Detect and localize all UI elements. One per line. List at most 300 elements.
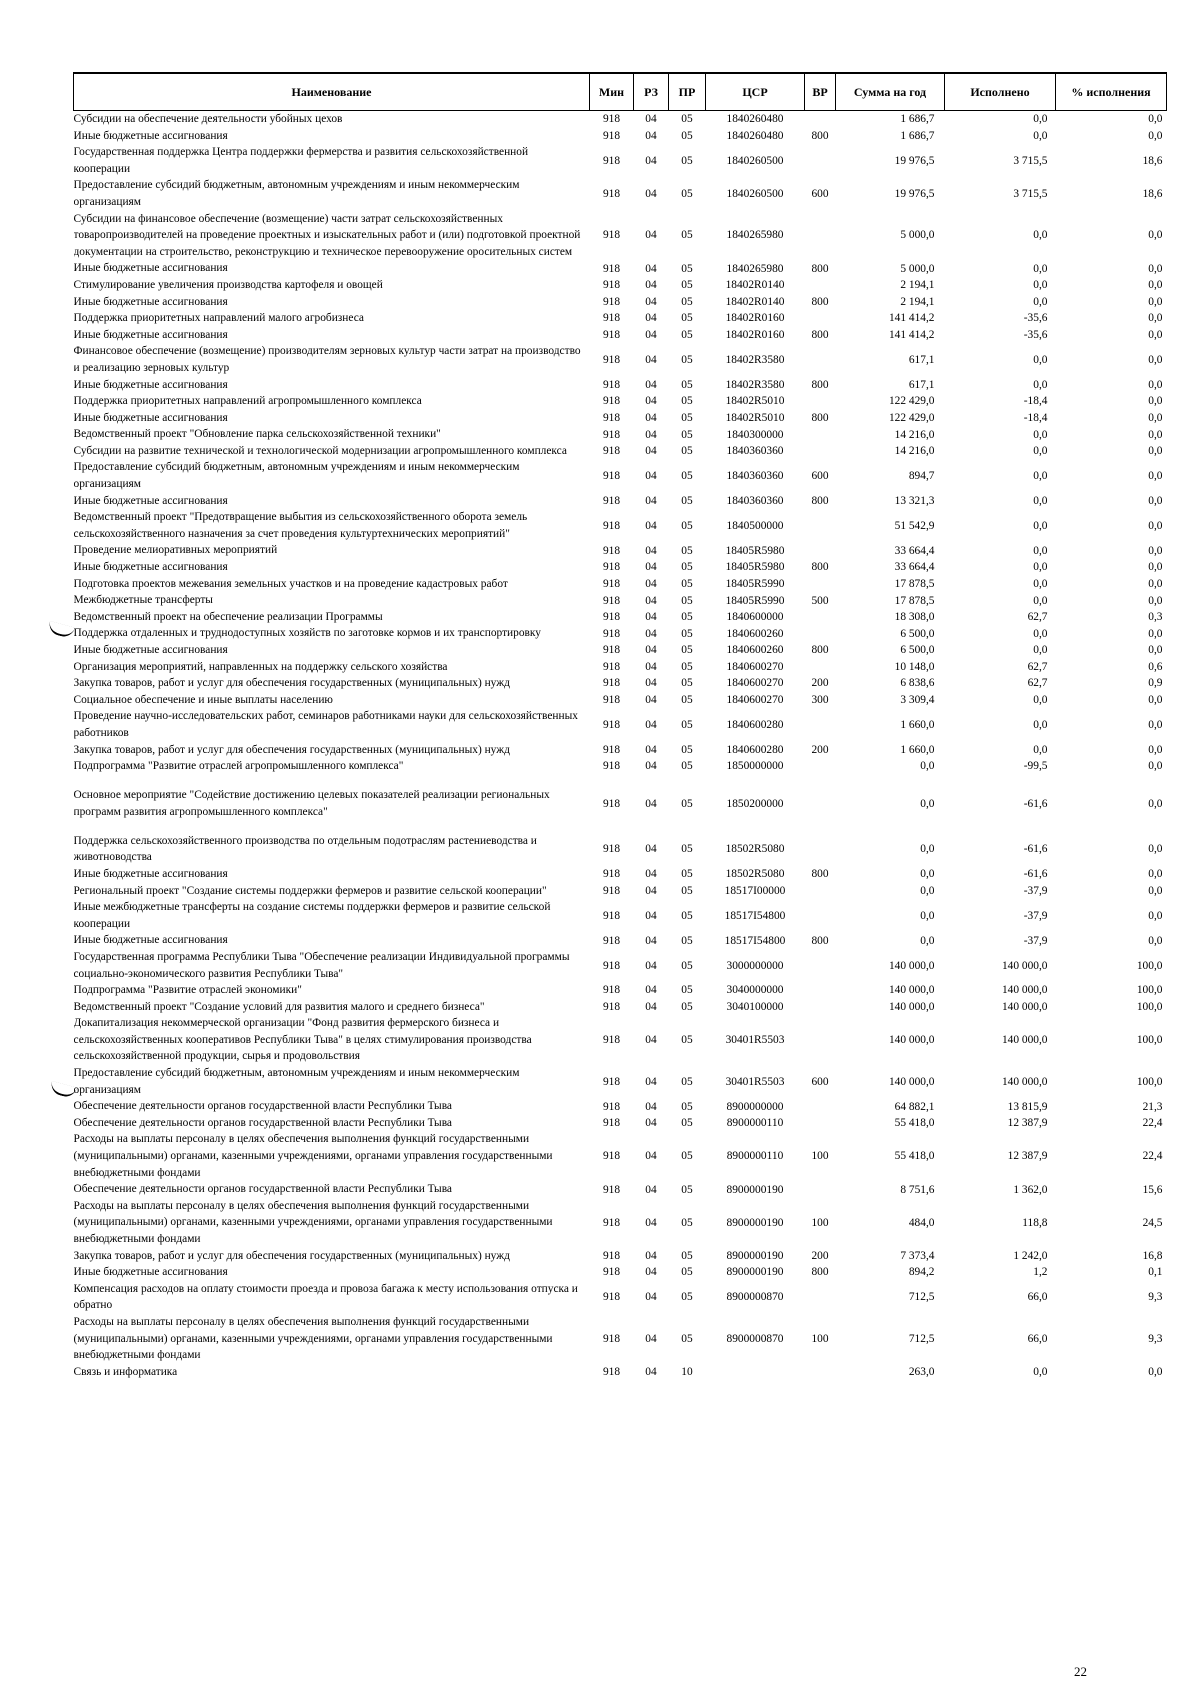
row-min: 918 xyxy=(602,677,621,690)
row-percent: 0,0 xyxy=(1148,743,1163,756)
row-executed: 0,0 xyxy=(1033,378,1048,391)
row-vr xyxy=(805,509,836,542)
row-executed: -37,9 xyxy=(1023,909,1048,922)
row-percent: 0,0 xyxy=(1148,934,1163,947)
row-percent: 0,0 xyxy=(1148,312,1163,325)
row-rz: 04 xyxy=(645,1117,657,1130)
row-name: Расходы на выплаты персоналу в целях обеспечения выполнения функций государственными (муниципальными) органами, казенными учреждениями, органами управления государственными внебюджетными фондами xyxy=(73,1133,553,1179)
row-percent: 0,6 xyxy=(1148,660,1163,673)
row-min: 918 xyxy=(602,718,621,731)
row-name: Подпрограмма "Развитие отраслей агропромышленного комплекса" xyxy=(73,760,404,773)
row-min: 918 xyxy=(602,378,621,391)
row-min: 918 xyxy=(602,445,621,458)
row-min: 918 xyxy=(602,1183,621,1196)
row-vr: 800 xyxy=(811,644,829,657)
row-rz: 04 xyxy=(645,843,657,856)
row-executed: -35,6 xyxy=(1023,312,1048,325)
row-min: 918 xyxy=(602,1075,621,1088)
table-row xyxy=(74,675,1167,692)
row-vr: 800 xyxy=(811,494,829,507)
table-row xyxy=(74,1181,1167,1198)
row-min: 918 xyxy=(602,934,621,947)
row-sum: 14 216,0 xyxy=(894,428,935,441)
row-percent: 0,0 xyxy=(1148,544,1163,557)
table-row xyxy=(74,1015,1167,1065)
row-min: 918 xyxy=(602,353,621,366)
row-executed: -61,6 xyxy=(1023,843,1048,856)
row-csr: 1840600000 xyxy=(726,611,784,624)
row-csr xyxy=(706,1364,805,1381)
row-percent: 0,0 xyxy=(1148,262,1163,275)
row-min: 918 xyxy=(602,544,621,557)
row-executed: 0,0 xyxy=(1033,594,1048,607)
table-row xyxy=(74,1364,1167,1381)
table-row xyxy=(74,1065,1167,1098)
row-rz: 04 xyxy=(645,594,657,607)
table-row xyxy=(74,1281,1167,1314)
row-sum: 19 976,5 xyxy=(894,154,935,167)
row-executed: 0,0 xyxy=(1033,519,1048,532)
scan-mark xyxy=(47,621,75,639)
row-min: 918 xyxy=(602,627,621,640)
row-executed: -61,6 xyxy=(1023,868,1048,881)
row-min: 918 xyxy=(602,843,621,856)
row-csr: 1840360360 xyxy=(726,494,784,507)
row-executed: 140 000,0 xyxy=(1001,959,1048,972)
row-csr: 18517I00000 xyxy=(724,884,786,897)
row-sum: 140 000,0 xyxy=(888,1000,935,1013)
row-sum: 712,5 xyxy=(908,1291,935,1304)
row-sum: 894,7 xyxy=(908,470,935,483)
row-percent: 0,9 xyxy=(1148,677,1163,690)
row-name: Обеспечение деятельности органов государственной власти Республики Тыва xyxy=(73,1183,452,1196)
row-rz: 04 xyxy=(645,1000,657,1013)
row-vr: 800 xyxy=(811,868,829,881)
row-pr: 05 xyxy=(681,187,693,200)
row-min: 918 xyxy=(602,984,621,997)
row-vr xyxy=(805,393,836,410)
row-min: 918 xyxy=(602,760,621,773)
row-name: Закупка товаров, работ и услуг для обеспечения государственных (муниципальных) нужд xyxy=(73,1249,510,1262)
row-name: Поддержка отдаленных и труднодоступных хозяйств по заготовке кормов и их транспортировку xyxy=(73,627,541,640)
header-row xyxy=(74,73,1167,111)
table-row xyxy=(74,866,1167,883)
table-row xyxy=(74,1264,1167,1281)
row-executed: 0,0 xyxy=(1033,295,1048,308)
row-vr: 500 xyxy=(811,594,829,607)
row-sum: 1 686,7 xyxy=(900,129,935,142)
row-sum: 1 660,0 xyxy=(900,718,935,731)
row-rz: 04 xyxy=(645,644,657,657)
row-vr xyxy=(805,443,836,460)
row-min: 918 xyxy=(602,644,621,657)
row-rz: 04 xyxy=(645,718,657,731)
row-vr xyxy=(805,999,836,1016)
row-percent: 22,4 xyxy=(1142,1117,1163,1130)
row-vr xyxy=(805,775,836,833)
row-name: Проведение научно-исследовательских работ, семинаров работниками науки для сельскохозяйственных работников xyxy=(73,710,578,739)
row-sum: 0,0 xyxy=(920,909,935,922)
row-executed: 0,0 xyxy=(1033,279,1048,292)
row-csr: 8900000000 xyxy=(726,1100,784,1113)
row-percent: 100,0 xyxy=(1136,1075,1163,1088)
table-row xyxy=(74,758,1167,775)
row-vr xyxy=(805,1098,836,1115)
row-sum: 1 686,7 xyxy=(900,113,935,126)
row-min: 918 xyxy=(602,1332,621,1345)
row-sum: 6 500,0 xyxy=(900,627,935,640)
row-name: Субсидии на обеспечение деятельности убойных цехов xyxy=(73,113,343,125)
row-vr: 800 xyxy=(811,329,829,342)
row-csr: 1840500000 xyxy=(726,519,784,532)
row-pr: 05 xyxy=(681,470,693,483)
row-percent: 0,0 xyxy=(1148,1366,1163,1379)
row-csr: 18502R5080 xyxy=(725,843,785,856)
row-csr: 8900000110 xyxy=(726,1117,784,1130)
row-sum: 1 660,0 xyxy=(900,743,935,756)
row-pr: 05 xyxy=(681,1034,693,1047)
row-vr: 800 xyxy=(811,411,829,424)
row-csr: 1840265980 xyxy=(726,262,784,275)
row-pr: 05 xyxy=(681,494,693,507)
row-pr: 05 xyxy=(681,113,693,126)
table-row xyxy=(74,327,1167,344)
row-executed: 140 000,0 xyxy=(1001,984,1048,997)
row-percent: 0,0 xyxy=(1148,909,1163,922)
table-row xyxy=(74,493,1167,510)
row-name: Иные бюджетные ассигнования xyxy=(73,934,228,947)
row-sum: 33 664,4 xyxy=(894,544,935,557)
row-min: 918 xyxy=(602,519,621,532)
row-vr: 100 xyxy=(811,1150,829,1163)
row-percent: 21,3 xyxy=(1142,1100,1163,1113)
row-sum: 141 414,2 xyxy=(888,329,935,342)
row-pr: 05 xyxy=(681,395,693,408)
row-percent: 24,5 xyxy=(1142,1216,1163,1229)
table-row xyxy=(74,999,1167,1016)
table-row xyxy=(74,144,1167,177)
row-vr xyxy=(805,277,836,294)
row-rz: 04 xyxy=(645,1183,657,1196)
row-rz: 04 xyxy=(645,660,657,673)
row-rz: 04 xyxy=(645,187,657,200)
row-vr: 800 xyxy=(811,129,829,142)
row-csr: 1850000000 xyxy=(726,760,784,773)
row-csr: 1840600280 xyxy=(726,743,784,756)
row-sum: 7 373,4 xyxy=(900,1249,935,1262)
row-pr: 05 xyxy=(681,843,693,856)
row-csr: 1840360360 xyxy=(726,470,784,483)
row-csr: 1840600260 xyxy=(726,644,784,657)
row-executed: 3 715,5 xyxy=(1013,154,1048,167)
row-pr: 05 xyxy=(681,1291,693,1304)
row-vr xyxy=(805,211,836,261)
row-csr: 8900000190 xyxy=(726,1183,784,1196)
row-csr: 8900000870 xyxy=(726,1332,784,1345)
row-executed: 0,0 xyxy=(1033,544,1048,557)
row-sum: 0,0 xyxy=(920,797,935,810)
row-name: Основное мероприятие "Содействие достижению целевых показателей реализации региональных программ развития агропромышленного комплекса" xyxy=(73,789,550,818)
header-name: Наименование xyxy=(74,73,590,111)
row-executed: 62,7 xyxy=(1027,660,1048,673)
row-min: 918 xyxy=(602,129,621,142)
row-name: Докапитализация некоммерческой организации "Фонд развития фермерского бизнеса и сельскохозяйственных кооперативов Республики Тыва" в целях стимулирования производства сельскохозяйственной продукции, сырья и продовольствия xyxy=(73,1017,532,1063)
table-row xyxy=(74,343,1167,376)
row-pr: 05 xyxy=(681,445,693,458)
row-sum: 0,0 xyxy=(920,843,935,856)
row-sum: 6 500,0 xyxy=(900,644,935,657)
row-executed: -35,6 xyxy=(1023,329,1048,342)
row-pr: 05 xyxy=(681,129,693,142)
row-executed: 12 387,9 xyxy=(1007,1117,1048,1130)
row-percent: 100,0 xyxy=(1136,1000,1163,1013)
row-vr: 300 xyxy=(811,694,829,707)
row-rz: 04 xyxy=(645,329,657,342)
row-vr: 600 xyxy=(811,187,829,200)
table-row xyxy=(74,592,1167,609)
row-name: Поддержка приоритетных направлений агропромышленного комплекса xyxy=(73,395,422,408)
row-rz: 04 xyxy=(645,1291,657,1304)
row-csr: 3040000000 xyxy=(726,984,784,997)
row-pr: 05 xyxy=(681,1249,693,1262)
row-vr: 200 xyxy=(811,743,829,756)
row-rz: 04 xyxy=(645,984,657,997)
row-sum: 5 000,0 xyxy=(900,229,935,242)
header-rz: РЗ xyxy=(634,73,669,111)
row-vr xyxy=(805,310,836,327)
row-executed: 0,0 xyxy=(1033,470,1048,483)
budget-execution-sheet xyxy=(73,72,1167,1380)
row-percent: 0,0 xyxy=(1148,843,1163,856)
row-min: 918 xyxy=(602,577,621,590)
row-name: Иные бюджетные ассигнования xyxy=(73,494,228,507)
row-rz: 04 xyxy=(645,295,657,308)
row-executed: 12 387,9 xyxy=(1007,1150,1048,1163)
table-row xyxy=(74,692,1167,709)
row-executed: 66,0 xyxy=(1027,1332,1048,1345)
row-vr xyxy=(805,144,836,177)
row-min: 918 xyxy=(602,694,621,707)
row-rz: 04 xyxy=(645,884,657,897)
table-row xyxy=(74,377,1167,394)
row-vr: 800 xyxy=(811,1266,829,1279)
row-min: 918 xyxy=(602,470,621,483)
row-rz: 04 xyxy=(645,470,657,483)
row-min: 918 xyxy=(602,797,621,810)
row-sum: 8 751,6 xyxy=(900,1183,935,1196)
row-pr: 05 xyxy=(681,909,693,922)
row-csr: 1840600260 xyxy=(726,627,784,640)
row-executed: 0,0 xyxy=(1033,577,1048,590)
row-rz: 04 xyxy=(645,797,657,810)
row-rz: 04 xyxy=(645,1332,657,1345)
row-name: Иные бюджетные ассигнования xyxy=(73,378,228,391)
row-pr: 05 xyxy=(681,644,693,657)
table-row xyxy=(74,742,1167,759)
row-csr: 1840600270 xyxy=(726,677,784,690)
row-percent: 0,0 xyxy=(1148,395,1163,408)
row-pr: 05 xyxy=(681,884,693,897)
row-vr: 800 xyxy=(811,295,829,308)
row-pr: 05 xyxy=(681,428,693,441)
table-row xyxy=(74,899,1167,932)
row-csr: 8900000190 xyxy=(726,1249,784,1262)
row-sum: 141 414,2 xyxy=(888,312,935,325)
row-name: Субсидии на финансовое обеспечение (возмещение) части затрат сельскохозяйственных товаропроизводителей на проведение проектных и изыскательных работ и (или) подготовкой проектной документации на строительство, реконструкцию и техническое перевооружение оросительных систем xyxy=(73,212,581,258)
row-sum: 3 309,4 xyxy=(900,694,935,707)
row-pr: 05 xyxy=(681,577,693,590)
table-row xyxy=(74,1314,1167,1364)
table-row xyxy=(74,982,1167,999)
row-percent: 0,0 xyxy=(1148,718,1163,731)
table-row xyxy=(74,1248,1167,1265)
row-name: Закупка товаров, работ и услуг для обеспечения государственных (муниципальных) нужд xyxy=(73,677,510,690)
row-sum: 140 000,0 xyxy=(888,1034,935,1047)
row-name: Расходы на выплаты персоналу в целях обеспечения выполнения функций государственными (муниципальными) органами, казенными учреждениями, органами управления государственными внебюджетными фондами xyxy=(73,1315,553,1362)
row-percent: 0,0 xyxy=(1148,229,1163,242)
table-row xyxy=(74,576,1167,593)
row-pr: 05 xyxy=(681,797,693,810)
row-vr xyxy=(805,625,836,642)
row-percent: 0,0 xyxy=(1148,519,1163,532)
row-csr: 1840265980 xyxy=(726,229,784,242)
row-sum: 0,0 xyxy=(920,934,935,947)
row-percent: 0,0 xyxy=(1148,577,1163,590)
row-name: Иные бюджетные ассигнования xyxy=(73,129,228,142)
row-pr: 05 xyxy=(681,519,693,532)
row-vr xyxy=(805,899,836,932)
row-sum: 14 216,0 xyxy=(894,445,935,458)
row-pr: 05 xyxy=(681,229,693,242)
row-csr: 18405R5990 xyxy=(725,577,785,590)
row-rz: 04 xyxy=(645,445,657,458)
row-csr: 1840360360 xyxy=(726,445,784,458)
row-rz: 04 xyxy=(645,627,657,640)
row-csr: 18405R5980 xyxy=(725,561,785,574)
row-pr: 05 xyxy=(681,868,693,881)
row-csr: 18402R3580 xyxy=(725,378,785,391)
row-percent: 0,0 xyxy=(1148,594,1163,607)
row-csr: 1850200000 xyxy=(726,797,784,810)
row-min: 918 xyxy=(602,1266,621,1279)
row-pr: 05 xyxy=(681,378,693,391)
row-rz: 04 xyxy=(645,428,657,441)
row-rz: 04 xyxy=(645,1075,657,1088)
row-percent: 18,6 xyxy=(1142,187,1163,200)
row-sum: 0,0 xyxy=(920,868,935,881)
row-sum: 122 429,0 xyxy=(888,395,935,408)
row-executed: 1 242,0 xyxy=(1013,1249,1048,1262)
row-pr: 05 xyxy=(681,295,693,308)
table-row xyxy=(74,509,1167,542)
row-vr xyxy=(805,982,836,999)
row-sum: 484,0 xyxy=(908,1216,935,1229)
row-csr: 1840260500 xyxy=(726,187,784,200)
row-vr: 800 xyxy=(811,561,829,574)
row-csr: 8900000190 xyxy=(726,1216,784,1229)
row-pr: 05 xyxy=(681,353,693,366)
row-executed: -37,9 xyxy=(1023,934,1048,947)
row-rz: 04 xyxy=(645,229,657,242)
row-name: Поддержка сельскохозяйственного производства по отдельным подотраслям растениеводства и животноводства xyxy=(73,834,537,864)
row-vr xyxy=(805,949,836,982)
row-sum: 33 664,4 xyxy=(894,561,935,574)
row-min: 918 xyxy=(602,1291,621,1304)
row-vr xyxy=(805,833,836,866)
row-pr: 05 xyxy=(681,1332,693,1345)
row-name: Обеспечение деятельности органов государственной власти Республики Тыва xyxy=(73,1100,452,1113)
row-sum: 2 194,1 xyxy=(900,295,935,308)
row-vr xyxy=(805,343,836,376)
row-executed: 140 000,0 xyxy=(1001,1000,1048,1013)
row-executed: 0,0 xyxy=(1033,445,1048,458)
row-name: Ведомственный проект "Обновление парка сельскохозяйственной техники" xyxy=(73,428,441,441)
row-pr: 05 xyxy=(681,694,693,707)
row-min: 918 xyxy=(602,187,621,200)
row-min: 918 xyxy=(602,428,621,441)
row-csr: 18517I54800 xyxy=(724,934,786,947)
row-percent: 0,0 xyxy=(1148,644,1163,657)
row-pr: 05 xyxy=(681,561,693,574)
row-pr: 05 xyxy=(681,677,693,690)
row-csr: 18402R0140 xyxy=(725,279,785,292)
table-row xyxy=(74,177,1167,210)
row-min: 918 xyxy=(602,329,621,342)
row-vr xyxy=(805,542,836,559)
row-percent: 22,4 xyxy=(1142,1150,1163,1163)
row-min: 918 xyxy=(602,1366,621,1379)
row-min: 918 xyxy=(602,959,621,972)
row-rz: 04 xyxy=(645,353,657,366)
row-rz: 04 xyxy=(645,677,657,690)
row-pr: 05 xyxy=(681,627,693,640)
row-min: 918 xyxy=(602,1216,621,1229)
row-vr: 800 xyxy=(811,934,829,947)
row-sum: 712,5 xyxy=(908,1332,935,1345)
row-executed: 0,0 xyxy=(1033,718,1048,731)
row-executed: 3 715,5 xyxy=(1013,187,1048,200)
row-csr: 18517I54800 xyxy=(724,909,786,922)
row-percent: 0,0 xyxy=(1148,797,1163,810)
row-executed: 0,0 xyxy=(1033,428,1048,441)
table-row xyxy=(74,294,1167,311)
row-name: Поддержка приоритетных направлений малого агробизнеса xyxy=(73,312,364,325)
row-sum: 17 878,5 xyxy=(894,594,935,607)
row-sum: 17 878,5 xyxy=(894,577,935,590)
row-sum: 2 194,1 xyxy=(900,279,935,292)
table-row xyxy=(74,310,1167,327)
row-percent: 0,0 xyxy=(1148,353,1163,366)
row-percent: 100,0 xyxy=(1136,959,1163,972)
row-csr: 8900000110 xyxy=(726,1150,784,1163)
row-min: 918 xyxy=(602,594,621,607)
row-percent: 18,6 xyxy=(1142,154,1163,167)
row-csr: 1840260480 xyxy=(726,113,784,126)
table-row xyxy=(74,1198,1167,1248)
header-percent: % исполнения xyxy=(1056,73,1167,111)
row-vr: 200 xyxy=(811,677,829,690)
row-percent: 0,0 xyxy=(1148,561,1163,574)
row-percent: 0,0 xyxy=(1148,295,1163,308)
row-sum: 122 429,0 xyxy=(888,411,935,424)
row-vr: 600 xyxy=(811,1075,829,1088)
row-executed: -18,4 xyxy=(1023,411,1048,424)
row-min: 918 xyxy=(602,395,621,408)
row-executed: 0,0 xyxy=(1033,1366,1048,1379)
row-csr: 18405R5980 xyxy=(725,544,785,557)
row-executed: 0,0 xyxy=(1033,644,1048,657)
row-name: Региональный проект "Создание системы поддержки фермеров и развитие сельской кооперации" xyxy=(73,884,547,897)
